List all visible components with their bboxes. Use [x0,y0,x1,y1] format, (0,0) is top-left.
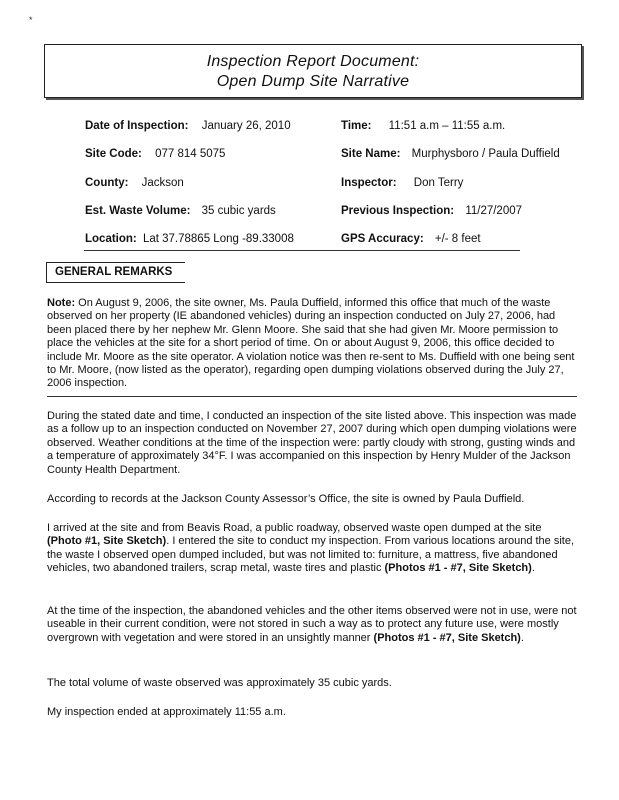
note-text: On August 9, 2006, the site owner, Ms. Paula Duffield, informed this office that much of the waste observed on her property (IE abandoned vehicles) during an inspection conducted on July 27, 2006, had been placed there by her nephew Mr. Glenn Moore. She said that she had given Mr. Moore permission to place the vehicles at the site for a short period of time. On or about August 9, 2006, this office decided to include Mr. Moore as the site operator. A violation notice was then re-sent to Ms. Duffield with one being sent to Mr. Moore, (now listed as the operator), regarding open dumping violations observed during the July 27, 2006 inspection. [47,297,575,390]
site-name-field [341,148,560,160]
paragraph-1: During the stated date and time, I conducted an inspection of the site listed above. This inspection was made as a follow up to an inspection conducted on November 27, 2007 during which open dumping violations were observed. Weather conditions at the time of the inspection were: partly cloudy with strong, gusting winds and a temperature of approximately 34°F. I was accompanied on this inspection by Henry Mulder of the Jackson County Health Department. [47,410,577,476]
county-field [85,177,184,189]
note-paragraph [47,297,577,391]
paragraph-3-ref-a: (Photo #1, Site Sketch) [47,535,167,548]
county-label: County: [85,177,129,189]
site-code-value: 077 814 5075 [155,148,226,160]
site-name-label: Site Name: [341,148,401,160]
date-label: Date of Inspection: [85,120,189,132]
gps-accuracy-value: +/- 8 feet [434,233,481,245]
previous-inspection-field [341,205,522,217]
paragraph-5: The total volume of waste observed was approximately 35 cubic yards. [47,677,392,689]
waste-volume-label: Est. Waste Volume: [85,205,191,217]
general-remarks-box [46,262,185,283]
previous-inspection-label: Previous Inspection: [341,205,455,217]
inspector-field [341,177,463,189]
county-value: Jackson [141,177,184,189]
title-line-1: Inspection Report Document: [206,53,420,70]
paragraph-4 [47,605,577,645]
paragraph-3-text-a: I arrived at the site and from Beavis Road, a public roadway, observed waste open dumped at the site [47,522,542,534]
location-field [85,233,294,245]
site-code-label: Site Code: [85,148,142,160]
waste-volume-field [85,205,276,217]
paragraph-4-text-b: . [520,631,524,644]
note-underline [47,396,577,397]
inspector-label: Inspector: [341,177,397,189]
paragraph-4-text-a: At the time of the inspection, the abandoned vehicles and the other items observed were not in use, were not useable in their current condition, were not stored in such a way as to protect any future use, were mostly overgrown with vegetation and were stored in an unsightly manner [47,605,577,644]
paragraph-3-text-c: . [531,562,535,575]
general-remarks-heading: GENERAL REMARKS [55,266,173,278]
paragraph-3 [47,522,577,576]
fields-separator [84,250,520,251]
previous-inspection-value: 11/27/2007 [465,205,523,217]
time-value: 11:51 a.m – 11:55 a.m. [388,120,506,132]
paragraph-3-text-b: . I entered the site to conduct my inspection. From various locations around the site, the waste I observed open dumped included, but was not limited to: furniture, a mattress, five abandoned vehicles, two abandoned trailers, scrap metal, waste tires and plastic [47,535,575,575]
time-field [341,120,505,132]
location-label: Location: [85,233,137,245]
gps-accuracy-label: GPS Accuracy: [341,233,424,245]
waste-volume-value: 35 cubic yards [201,205,276,217]
date-field [85,120,291,132]
paragraph-3-ref-b: (Photos #1 - #7, Site Sketch) [384,562,532,575]
paragraph-4-ref: (Photos #1 - #7, Site Sketch) [373,631,521,644]
note-label: Note: [47,297,76,309]
title-box [44,44,582,98]
gps-accuracy-field [341,233,481,245]
location-value: Lat 37.78865 Long -89.33008 [142,233,294,245]
title-line-2: Open Dump Site Narrative [216,73,410,90]
paragraph-6: My inspection ended at approximately 11:55 a.m. [47,706,286,718]
date-value: January 26, 2010 [201,120,291,132]
site-name-value: Murphysboro / Paula Duffield [411,148,560,160]
paragraph-2: According to records at the Jackson County Assessor’s Office, the site is owned by Paula Duffield. [47,493,525,505]
time-label: Time: [341,120,372,132]
site-code-field [85,148,225,160]
corner-mark: * [29,15,33,25]
inspector-value: Don Terry [413,177,464,189]
